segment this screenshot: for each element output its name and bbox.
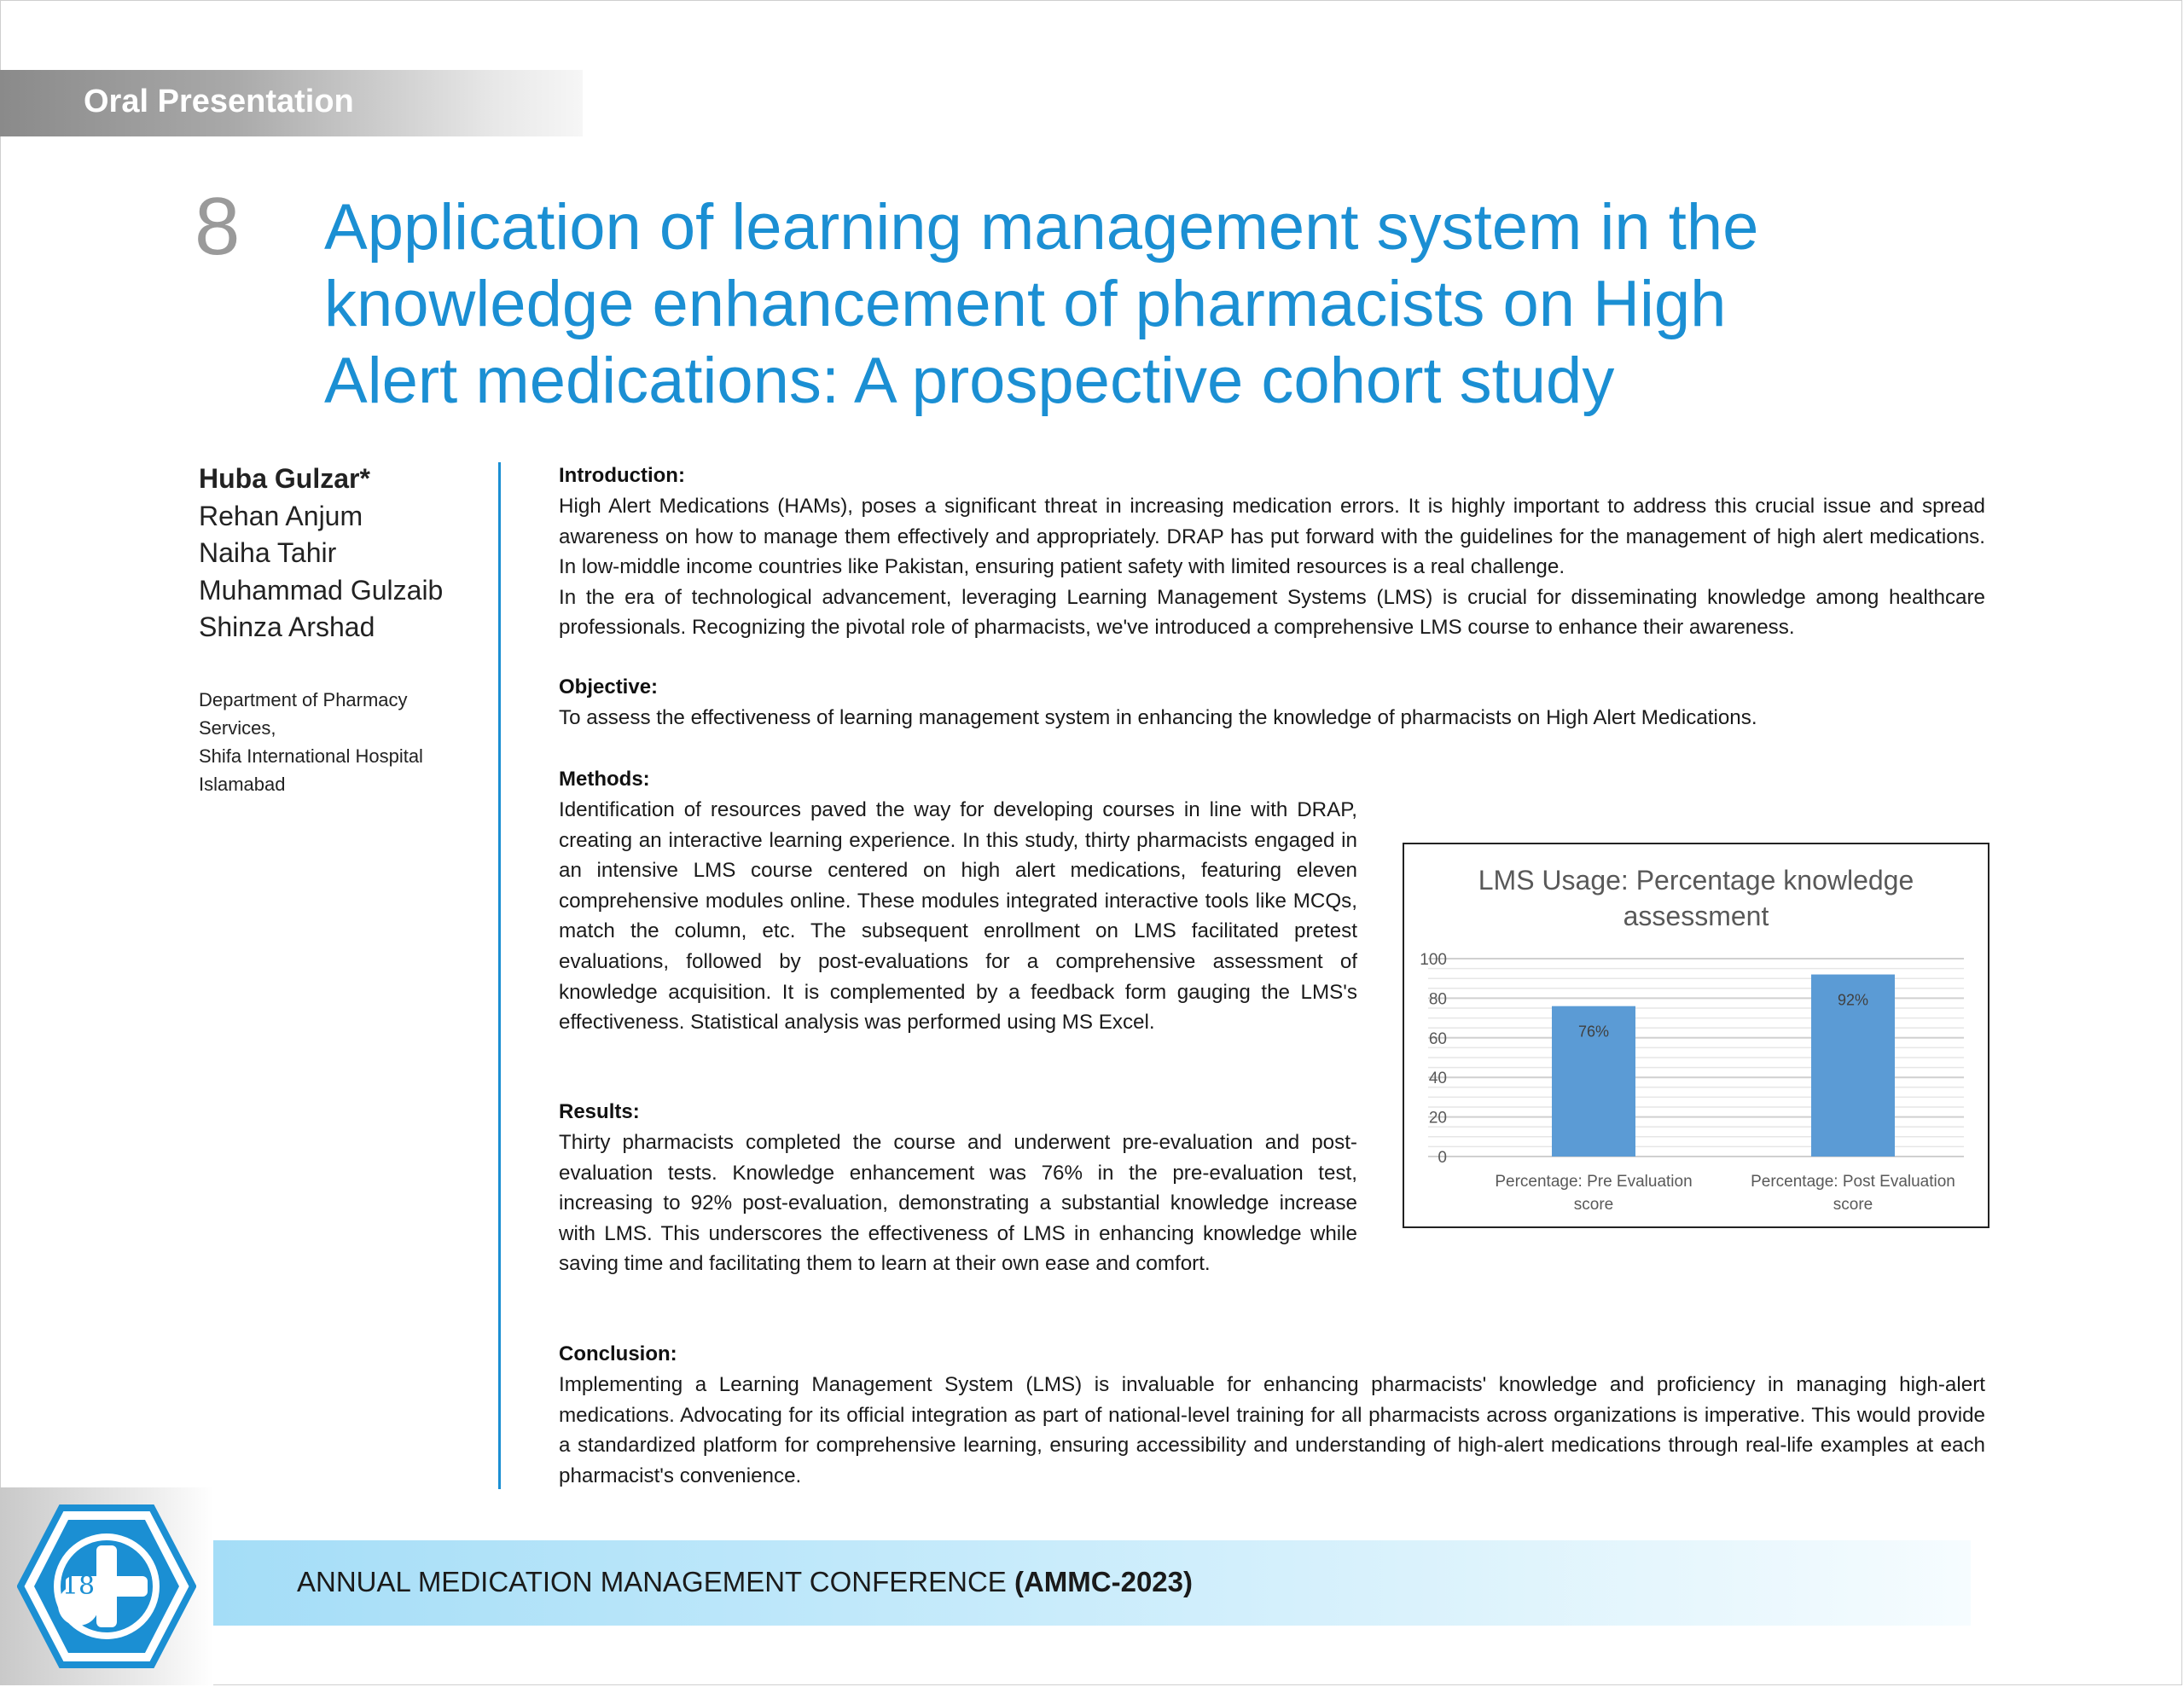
conclusion-paragraph: Implementing a Learning Management System (LMS) is invaluable for enhancing pharmacists' knowledge and proficiency in managing high-alert medications. Advocating for its official integration as part of national-level training for all pharmacists across organizations is imperative. This would provide a standardized platform for comprehensive learning, ensuring accessibility and understanding of high-alert medications through real-life examples at each pharmacist's convenience. [559, 1373, 1985, 1487]
conclusion-section [559, 1339, 1985, 1491]
title-line: Application of learning management system in the [324, 191, 1759, 264]
bar-data-label: 92% [1837, 991, 1869, 1009]
paper-title [324, 189, 1945, 420]
section-heading: Results: [559, 1100, 640, 1123]
y-tick-label: 20 [1428, 1109, 1447, 1128]
chart-title: assessment [1623, 901, 1769, 931]
affiliation-line: Services, [199, 717, 276, 739]
x-tick-label: score [1573, 1196, 1614, 1214]
x-tick-label: score [1833, 1196, 1873, 1214]
affiliation [199, 686, 480, 798]
section-heading: Objective: [559, 675, 659, 699]
conference-name: ANNUAL MEDICATION MANAGEMENT CONFERENCE [297, 1566, 1007, 1597]
section-heading: Introduction: [559, 464, 685, 487]
y-tick-label: 40 [1428, 1070, 1447, 1088]
introduction-section [559, 461, 1985, 643]
chart-y-axis [1420, 951, 1447, 1167]
chart-title: LMS Usage: Percentage knowledge [1478, 865, 1914, 896]
methods-paragraph: Identification of resources paved the way for developing courses in line with DRAP, creating an interactive learning experience. In this study, thirty pharmacists engaged in an intensive LMS course centered on high alert medications, featuring eleven comprehensive modules online. These modules integrated interactive tools like MCQs, match the column, etc. The subsequent enrollment on LMS facilitated pretest evaluations, followed by post-evaluations for a comprehensive assessment of knowledge acquisition. It is complemented by a feedback form gauging the LMS's effectiveness. Statistical analysis was performed using MS Excel. [559, 798, 1357, 1035]
oral-presentation-banner [0, 70, 583, 136]
footer-conference-title [297, 1566, 1193, 1598]
y-tick-label: 60 [1428, 1029, 1447, 1048]
conference-short-name: (AMMC-2023) [1014, 1566, 1194, 1597]
banner-label: Oral Presentation [84, 84, 354, 119]
introduction-paragraph: In the era of technological advancement, leveraging Learning Management Systems (LMS) is crucial for disseminating knowledge among healthcare professionals. Recognizing the pivotal role of pharmacists, we've introduced a comprehensive LMS course to enhance their awareness. [559, 585, 1985, 640]
column-divider [498, 462, 501, 1489]
author-name: Shinza Arshad [199, 612, 375, 642]
results-paragraph: Thirty pharmacists completed the course and underwent pre-evaluation and post-evaluation tests. Knowledge enhancement was 76% in the pre-evaluation test, increasing to 92% post-evaluation, demonstrating a substantial knowledge increase with LMS. This underscores the effectiveness of LMS in enhancing knowledge while saving time and facilitating them to learn at their own ease and comfort. [559, 1131, 1357, 1276]
chart-x-axis [1495, 1173, 1955, 1214]
bar-data-label: 76% [1577, 1023, 1610, 1041]
x-tick-label: Percentage: Pre Evaluation [1495, 1173, 1693, 1191]
y-tick-label: 100 [1420, 951, 1447, 969]
objective-paragraph: To assess the effectiveness of learning management system in enhancing the knowledge of pharmacists on High Alert Medications. [559, 706, 1757, 729]
paper-number: 8 [195, 181, 241, 272]
author-name: Rehan Anjum [199, 500, 363, 531]
chart-svg [1404, 844, 1988, 1226]
y-tick-label: 80 [1428, 990, 1447, 1009]
page-number: 18 [61, 1571, 96, 1601]
author-list [199, 461, 480, 646]
objective-section [559, 672, 1985, 733]
title-line: knowledge enhancement of pharmacists on High [324, 268, 1727, 340]
results-section [559, 1097, 1357, 1279]
affiliation-line: Shifa International Hospital [199, 745, 423, 767]
author-name: Muhammad Gulzaib [199, 574, 444, 606]
lms-usage-chart [1403, 843, 1989, 1228]
affiliation-line: Islamabad [199, 774, 286, 795]
methods-section [559, 764, 1357, 1038]
author-name: Naiha Tahir [199, 537, 337, 568]
affiliation-line: Department of Pharmacy [199, 689, 408, 710]
y-tick-label: 0 [1438, 1149, 1447, 1167]
title-line: Alert medications: A prospective cohort study [324, 345, 1615, 417]
conference-logo-icon [17, 1501, 196, 1672]
author-name: Huba Gulzar* [199, 463, 370, 494]
section-heading: Methods: [559, 768, 650, 791]
section-heading: Conclusion: [559, 1342, 677, 1365]
x-tick-label: Percentage: Post Evaluation [1751, 1173, 1955, 1191]
introduction-paragraph: High Alert Medications (HAMs), poses a significant threat in increasing medication errors. It is highly important to address this crucial issue and spread awareness on how to manage them effectively and appropriately. DRAP has put forward with the guidelines for the management of high alert medications. In low-middle income countries like Pakistan, ensuring patient safety with limited resources is a real challenge. [559, 495, 1985, 579]
